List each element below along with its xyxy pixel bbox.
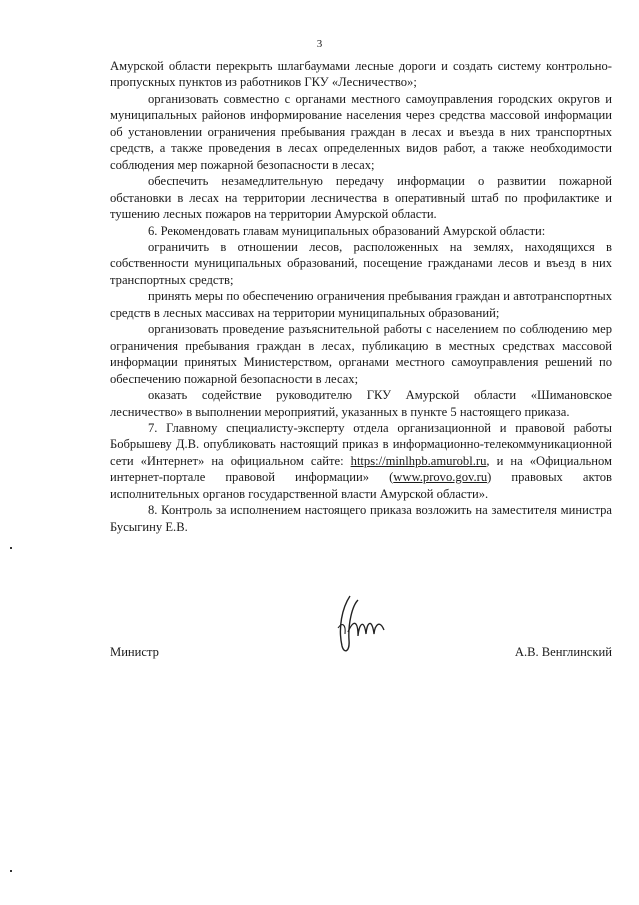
item-7-text-start: 7. Главному специалисту-эксперту отдела организационной и правовой работы Бобрышеву Д.В. опубликовать настоящий приказ в информационно-телекоммуникационной сети «Интернет» на официальном сайте: (110, 420, 612, 468)
document-body (110, 58, 612, 535)
paragraph-assist: оказать содействие руководителю ГКУ Амурской области «Шимановское лесничество» в выполнении мероприятий, указанных в пункте 5 настоящего приказа. (110, 388, 612, 419)
paragraph-continuation: Амурской области перекрыть шлагбаумами лесные дороги и создать систему контрольно-пропускных пунктов из работников ГКУ «Лесничество»; (110, 59, 612, 90)
paragraph-item-6: 6. Рекомендовать главам муниципальных образований Амурской области: (148, 223, 546, 238)
paragraph-inform-population: организовать совместно с органами местного самоуправления городских округов и муниципальных районов информирование населения через средства массовой информации об установлении ограничения пребывания граждан в лесах и въезда в них транспортных средств, а также проведения в лесах определенных видов работ, а также необходимости соблюдения мер пожарной безопасности в лесах; (110, 91, 612, 172)
signer-title: Министр (110, 645, 159, 659)
scan-speck (10, 547, 12, 549)
legal-portal-link[interactable]: www.provo.gov.ru (393, 470, 488, 485)
ministry-site-link[interactable]: https://minlhpb.amurobl.ru (350, 453, 487, 468)
paragraph-transfer-info: обеспечить незамедлительную передачу информации о развитии пожарной обстановки в лесах на территории лесничества в оперативный штаб по профилактике и тушению лесных пожаров на территории Амурской области. (110, 174, 612, 222)
paragraph-explanatory-work: организовать проведение разъяснительной работы с населением по соблюдению мер ограничения пребывания граждан в лесах, публикацию в местных средствах массовой информации принятых Министерством, органами местного самоуправления решений по обеспечению пожарной безопасности в лесах; (110, 322, 612, 386)
paragraph-item-7 (110, 420, 612, 502)
item-7-text-end: ) правовых актов исполнительных органов государственной власти Амурской области». (110, 470, 612, 501)
item-7-text-mid: , и на «Официальном интернет-портале правовой информации» ( (110, 453, 612, 485)
signer-name: А.В. Венглинский (514, 645, 612, 659)
paragraph-restrict-visits: ограничить в отношении лесов, расположенных на землях, находящихся в собственности муниципальных образований, посещение гражданами лесов и въезд в них транспортных средств; (110, 239, 612, 287)
signature-block (110, 645, 612, 665)
scan-speck (10, 870, 12, 872)
paragraph-take-measures: принять меры по обеспечению ограничения пребывания граждан и автотранспортных средств в лесных массивах на территории муниципальных образований; (110, 289, 612, 320)
page-number: 3 (316, 38, 323, 50)
paragraph-item-8: 8. Контроль за исполнением настоящего приказа возложить на заместителя министра Бусыгину Е.В. (110, 503, 612, 534)
